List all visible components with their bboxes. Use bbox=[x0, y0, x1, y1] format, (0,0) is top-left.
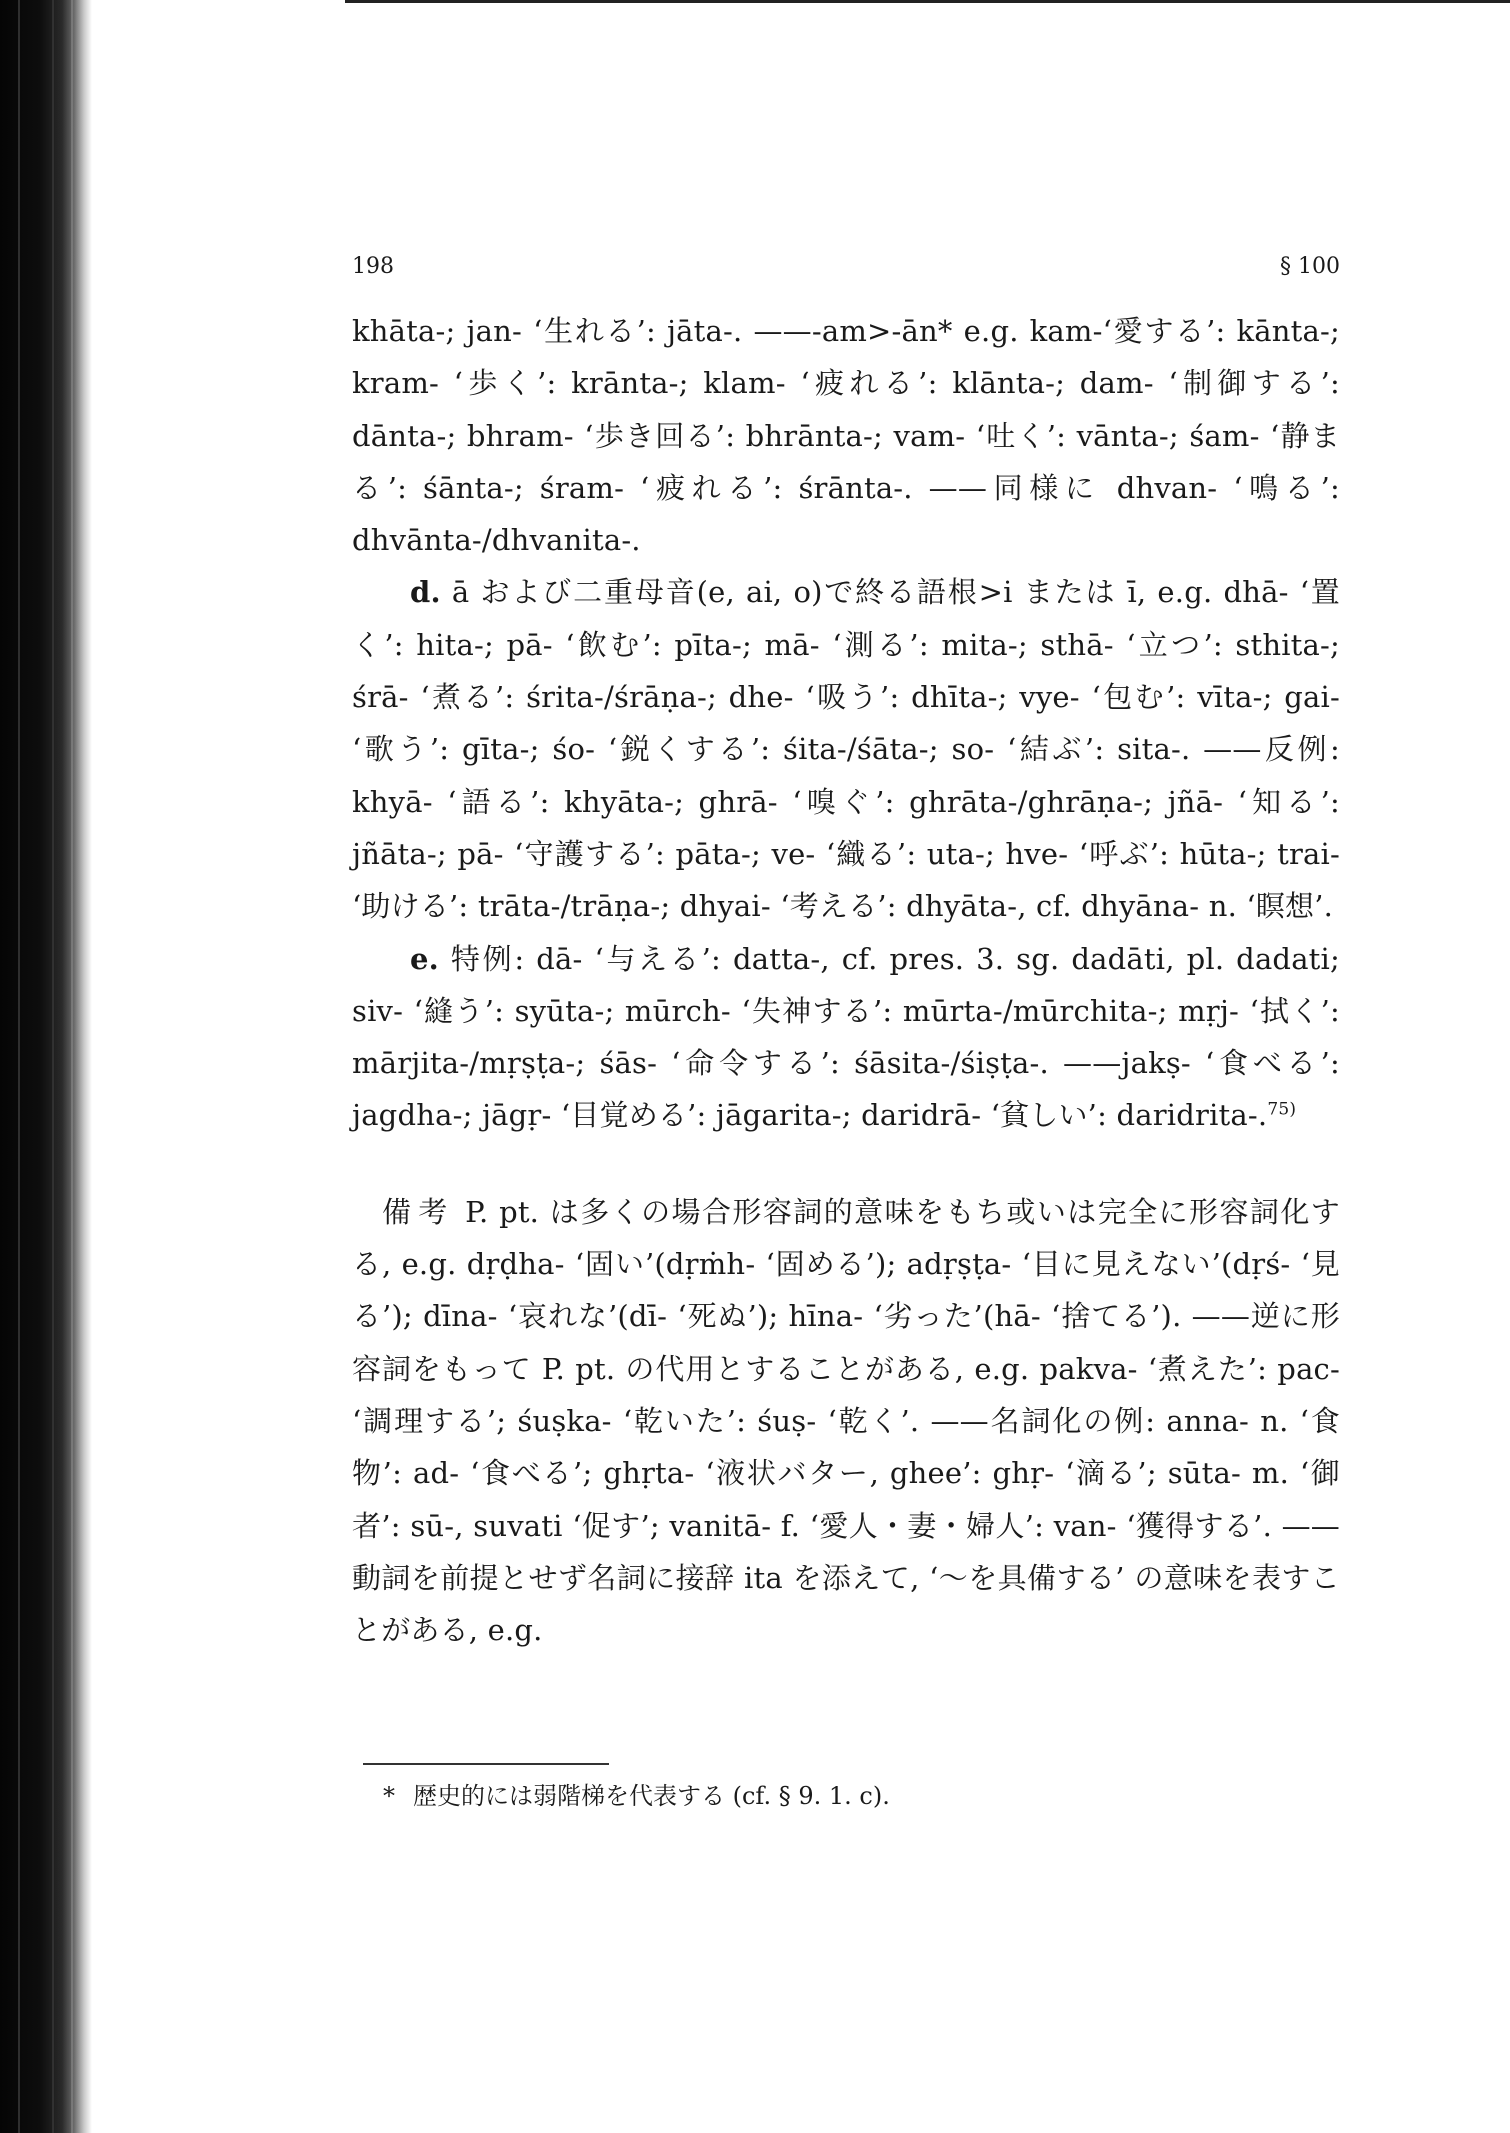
paragraph-remarks bbox=[352, 1186, 1340, 1657]
remarks-label: 備考 bbox=[382, 1194, 455, 1229]
footnote-rule bbox=[363, 1763, 609, 1765]
footnote-ref-75: 75) bbox=[1267, 1099, 1297, 1120]
book-binding-shadow bbox=[0, 0, 92, 2133]
footnote bbox=[383, 1779, 890, 1813]
paragraph-continuation: khāta-; jan- ‘生れる’: jāta-. ——-am>-ān* e.g. kam-‘愛する’: kānta-; kram- ‘歩く’: krānta-; klam- ‘疲れる’: klānta-; dam- ‘制御する’: dānta-; bhram- ‘歩き回る’: bhrānta-; vam- ‘吐く’: vānta-; śam- ‘静まる’: śānta-; śram- ‘疲れる’: śrānta-. ——同様に dhvan- ‘鳴る’: dhvānta-/dhvanita-. bbox=[352, 314, 1340, 558]
footnote-mark: * bbox=[383, 1782, 395, 1810]
paragraph-d-text: ā および二重母音(e, ai, o)で終る語根>i または ī, e.g. dhā- ‘置く’: hita-; pā- ‘飲む’: pīta-; mā- ‘測る’: mita-; sthā- ‘立つ’: sthita-; śrā- ‘煮る’: śrita-/śrāṇa-; dhe- ‘吸う’: dhīta-; vye- ‘包む’: vīta-; gai- ‘歌う’: gīta-; śo- ‘鋭くする’: śita-/śāta-; so- ‘結ぶ’: sita-. ——反例: khyā- ‘語る’: khyāta-; ghrā- ‘嗅ぐ’: ghrāta-/ghrāṇa-; jñā- ‘知る’: jñāta-; pā- ‘守護する’: pāta-; ve- ‘織る’: uta-; hve- ‘呼ぶ’: hūta-; trai- ‘助ける’: trāta-/trāṇa-; dhyai- ‘考える’: dhyāta-, cf. dhyāna- n. ‘瞑想’. bbox=[352, 575, 1340, 924]
main-text bbox=[352, 305, 1340, 1656]
remarks-text: P. pt. は多くの場合形容詞的意味をもち或いは完全に形容詞化する, e.g. dṛḍha- ‘固い’(dṛṁh- ‘固める’); adṛṣṭa- ‘目に見えない’(dṛś- ‘見る’); dīna- ‘哀れな’(dī- ‘死ぬ’); hīna- ‘劣った’(hā- ‘捨てる’). ——逆に形容詞をもって P. pt. の代用とすることがある, e.g. pakva- ‘煮えた’: pac- ‘調理する’; śuṣka- ‘乾いた’: śuṣ- ‘乾く’. ——名詞化の例: anna- n. ‘食物’: ad- ‘食べる’; ghṛta- ‘液状バター, ghee’: ghṛ- ‘滴る’; sūta- m. ‘御者’: sū-, suvati ‘促す’; vanitā- f. ‘愛人・妻・婦人’: van- ‘獲得する’. ——動詞を前提とせず名詞に接辞 ita を添えて, ‘〜を具備する’ の意味を表すことがある, e.g. bbox=[352, 1194, 1340, 1648]
paragraph-e-text: 特例: dā- ‘与える’: datta-, cf. pres. 3. sg. dadāti, pl. dadati; siv- ‘縫う’: syūta-; mūrch- ‘失神する’: mūrta-/mūrchita-; mṛj- ‘拭く’: mārjita-/mṛṣṭa-; śās- ‘命令する’: śāsita-/śiṣṭa-. ——jakṣ- ‘食べる’: jagdha-; jāgṛ- ‘目覚める’: jāgarita-; daridrā- ‘貧しい’: daridrita-. bbox=[352, 941, 1340, 1133]
section-label-e: e. bbox=[410, 941, 439, 976]
page-number: 198 bbox=[352, 254, 394, 279]
top-rule bbox=[345, 0, 1510, 3]
section-number: § 100 bbox=[1280, 254, 1340, 279]
running-header bbox=[352, 252, 1340, 282]
paragraph-d bbox=[352, 566, 1340, 932]
section-label-d: d. bbox=[410, 575, 441, 610]
paragraph-e bbox=[352, 933, 1340, 1142]
footnote-text: 歴史的には弱階梯を代表する (cf. § 9. 1. c). bbox=[413, 1782, 890, 1810]
